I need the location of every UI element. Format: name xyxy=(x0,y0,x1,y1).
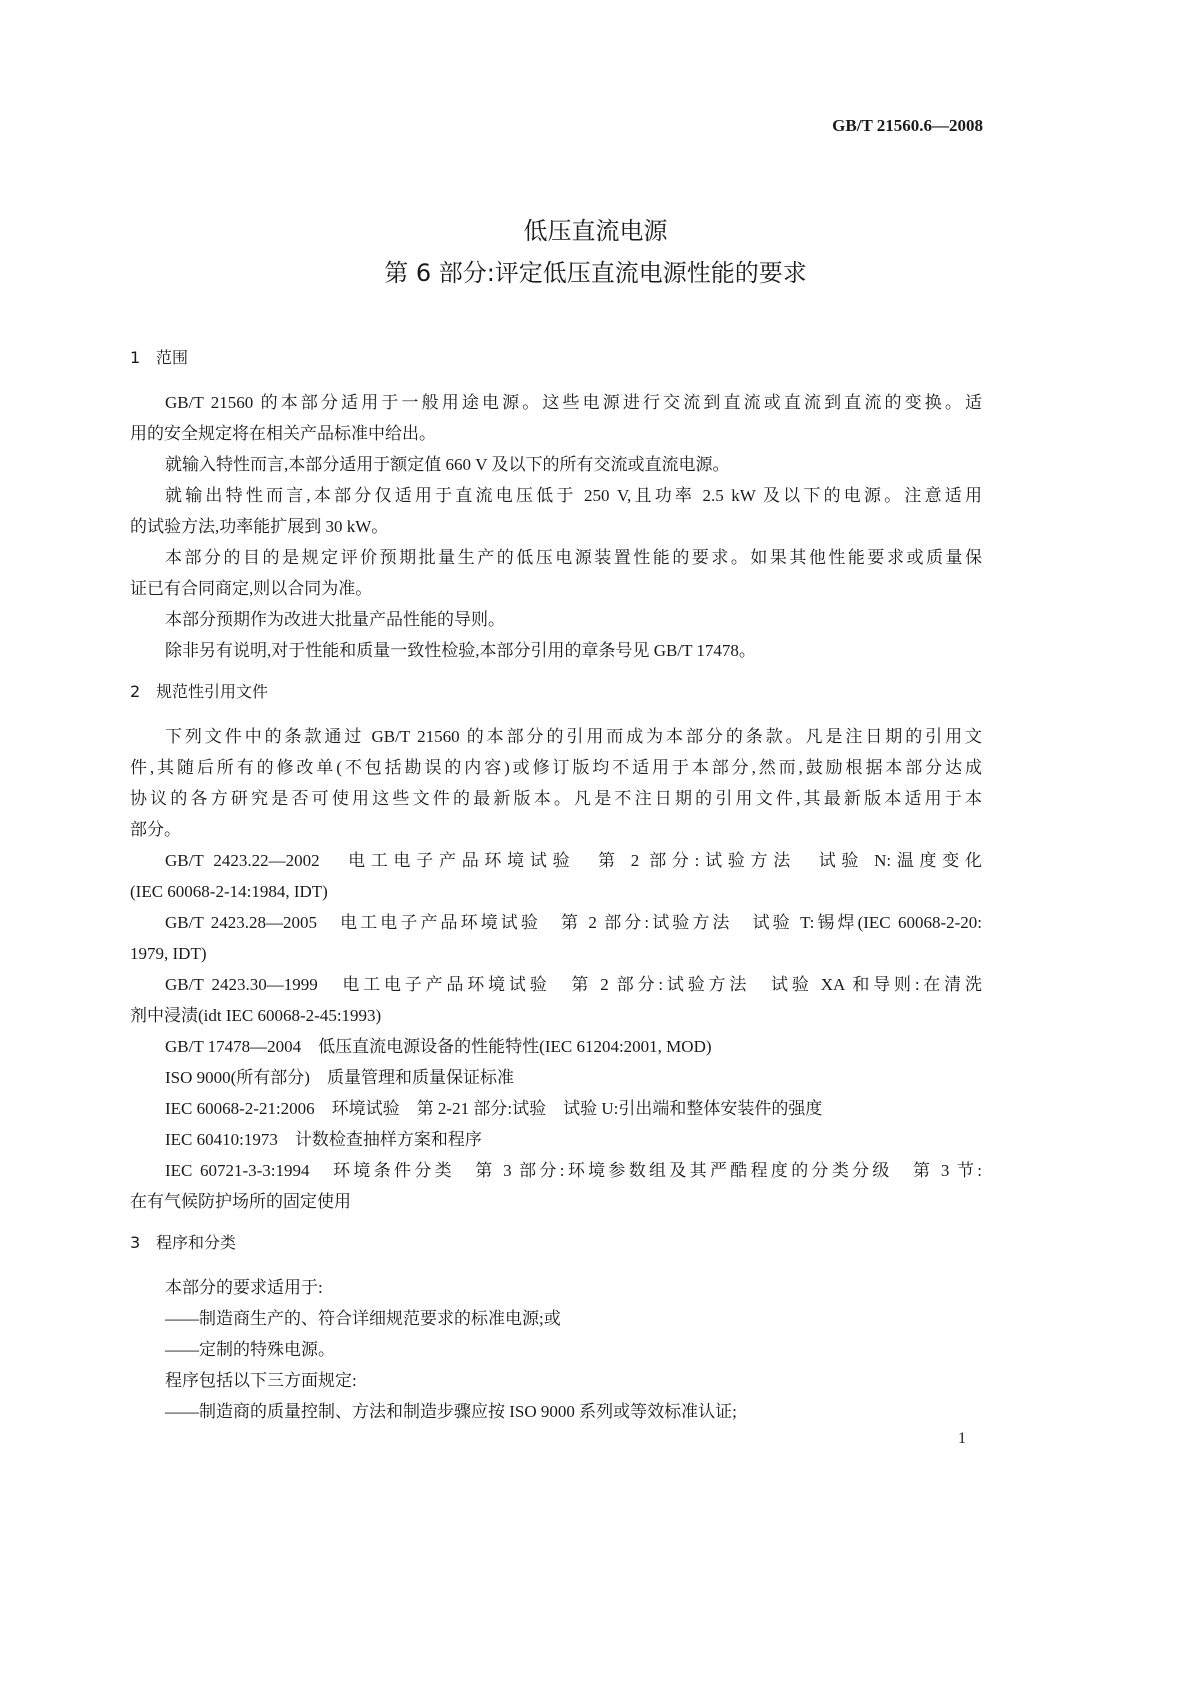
paragraph xyxy=(130,1124,982,1155)
paragraph xyxy=(130,1303,982,1334)
text-line: 本部分的要求适用于: xyxy=(165,1278,323,1297)
text-line: 就输出特性而言,本部分仅适用于直流电压低于 250 V,且功率 2.5 kW 及以下的电源。注意适用 xyxy=(165,486,982,505)
text-line: 件,其随后所有的修改单(不包括勘误的内容)或修订版均不适用于本部分,然而,鼓励根据本部分达成 xyxy=(130,758,982,777)
text-line: 在有气候防护场所的固定使用 xyxy=(130,1192,351,1211)
section-number: 1 xyxy=(130,348,141,367)
section-title: 规范性引用文件 xyxy=(156,682,269,701)
text-line: 1979, IDT) xyxy=(130,944,207,963)
paragraph xyxy=(130,1396,982,1427)
text-line: GB/T 2423.22—2002 电工电子产品环境试验 第 2 部分:试验方法 试验 N:温度变化 xyxy=(165,851,982,870)
paragraph xyxy=(130,1334,982,1365)
text-line: IEC 60721-3-3:1994 环境条件分类 第 3 部分:环境参数组及其严酷程度的分类分级 第 3 节: xyxy=(165,1161,982,1180)
text-line: IEC 60068-2-21:2006 环境试验 第 2-21 部分:试验 试验 U:引出端和整体安装件的强度 xyxy=(165,1099,823,1118)
text-line: ——定制的特殊电源。 xyxy=(165,1340,335,1359)
text-line: 证已有合同商定,则以合同为准。 xyxy=(130,579,373,598)
text-line: 就输入特性而言,本部分适用于额定值 660 V 及以下的所有交流或直流电源。 xyxy=(165,455,730,474)
text-line: GB/T 2423.28—2005 电工电子产品环境试验 第 2 部分:试验方法 试验 T:锡焊(IEC 60068-2-20: xyxy=(165,913,982,932)
title-main: 低压直流电源 xyxy=(523,217,668,245)
text-line: ——制造商的质量控制、方法和制造步骤应按 ISO 9000 系列或等效标准认证; xyxy=(165,1402,737,1421)
document-body xyxy=(130,342,982,1427)
section-heading xyxy=(130,1227,982,1258)
text-line: GB/T 21560 的本部分适用于一般用途电源。这些电源进行交流到直流或直流到直流的变换。适 xyxy=(165,393,982,412)
paragraph xyxy=(130,1155,982,1217)
paragraph xyxy=(130,845,982,907)
text-line: 除非另有说明,对于性能和质量一致性检验,本部分引用的章条号见 GB/T 17478。 xyxy=(165,641,756,660)
page-number: 1 xyxy=(958,1430,966,1447)
text-line: 本部分的目的是规定评价预期批量生产的低压电源装置性能的要求。如果其他性能要求或质量保 xyxy=(165,548,982,567)
standard-code: GB/T 21560.6—2008 xyxy=(832,116,983,135)
paragraph xyxy=(130,635,982,666)
paragraph xyxy=(130,1062,982,1093)
text-line: ——制造商生产的、符合详细规范要求的标准电源;或 xyxy=(165,1309,561,1328)
text-line: GB/T 2423.30—1999 电工电子产品环境试验 第 2 部分:试验方法 试验 XA 和导则:在清洗 xyxy=(165,975,982,994)
text-line: 程序包括以下三方面规定: xyxy=(165,1371,357,1390)
paragraph xyxy=(130,387,982,449)
paragraph xyxy=(130,721,982,845)
text-line: IEC 60410:1973 计数检查抽样方案和程序 xyxy=(165,1130,482,1149)
paragraph xyxy=(130,1365,982,1396)
text-line: 部分。 xyxy=(130,820,181,839)
title-sub: 第 6 部分:评定低压直流电源性能的要求 xyxy=(384,259,807,287)
text-line: 剂中浸渍(idt IEC 60068-2-45:1993) xyxy=(130,1006,382,1025)
section-number: 3 xyxy=(130,1233,141,1252)
text-line: GB/T 17478—2004 低压直流电源设备的性能特性(IEC 61204:2001, MOD) xyxy=(165,1037,712,1056)
section-title: 程序和分类 xyxy=(156,1233,237,1252)
section-number: 2 xyxy=(130,682,141,701)
paragraph xyxy=(130,969,982,1031)
text-line: 协议的各方研究是否可使用这些文件的最新版本。凡是不注日期的引用文件,其最新版本适用于本 xyxy=(130,789,982,808)
section-heading xyxy=(130,676,982,707)
text-line: 的试验方法,功率能扩展到 30 kW。 xyxy=(130,517,389,536)
paragraph xyxy=(130,542,982,604)
text-line: 下列文件中的条款通过 GB/T 21560 的本部分的引用而成为本部分的条款。凡是注日期的引用文 xyxy=(165,727,982,746)
paragraph xyxy=(130,1272,982,1303)
paragraph xyxy=(130,480,982,542)
paragraph xyxy=(130,907,982,969)
section-title: 范围 xyxy=(156,348,189,367)
section-heading xyxy=(130,342,982,373)
text-line: ISO 9000(所有部分) 质量管理和质量保证标准 xyxy=(165,1068,514,1087)
paragraph xyxy=(130,1093,982,1124)
paragraph xyxy=(130,1031,982,1062)
paragraph xyxy=(130,449,982,480)
text-line: (IEC 60068-2-14:1984, IDT) xyxy=(130,882,328,901)
text-line: 用的安全规定将在相关产品标准中给出。 xyxy=(130,424,436,443)
text-line: 本部分预期作为改进大批量产品性能的导则。 xyxy=(165,610,505,629)
document-title xyxy=(0,210,1191,294)
paragraph xyxy=(130,604,982,635)
